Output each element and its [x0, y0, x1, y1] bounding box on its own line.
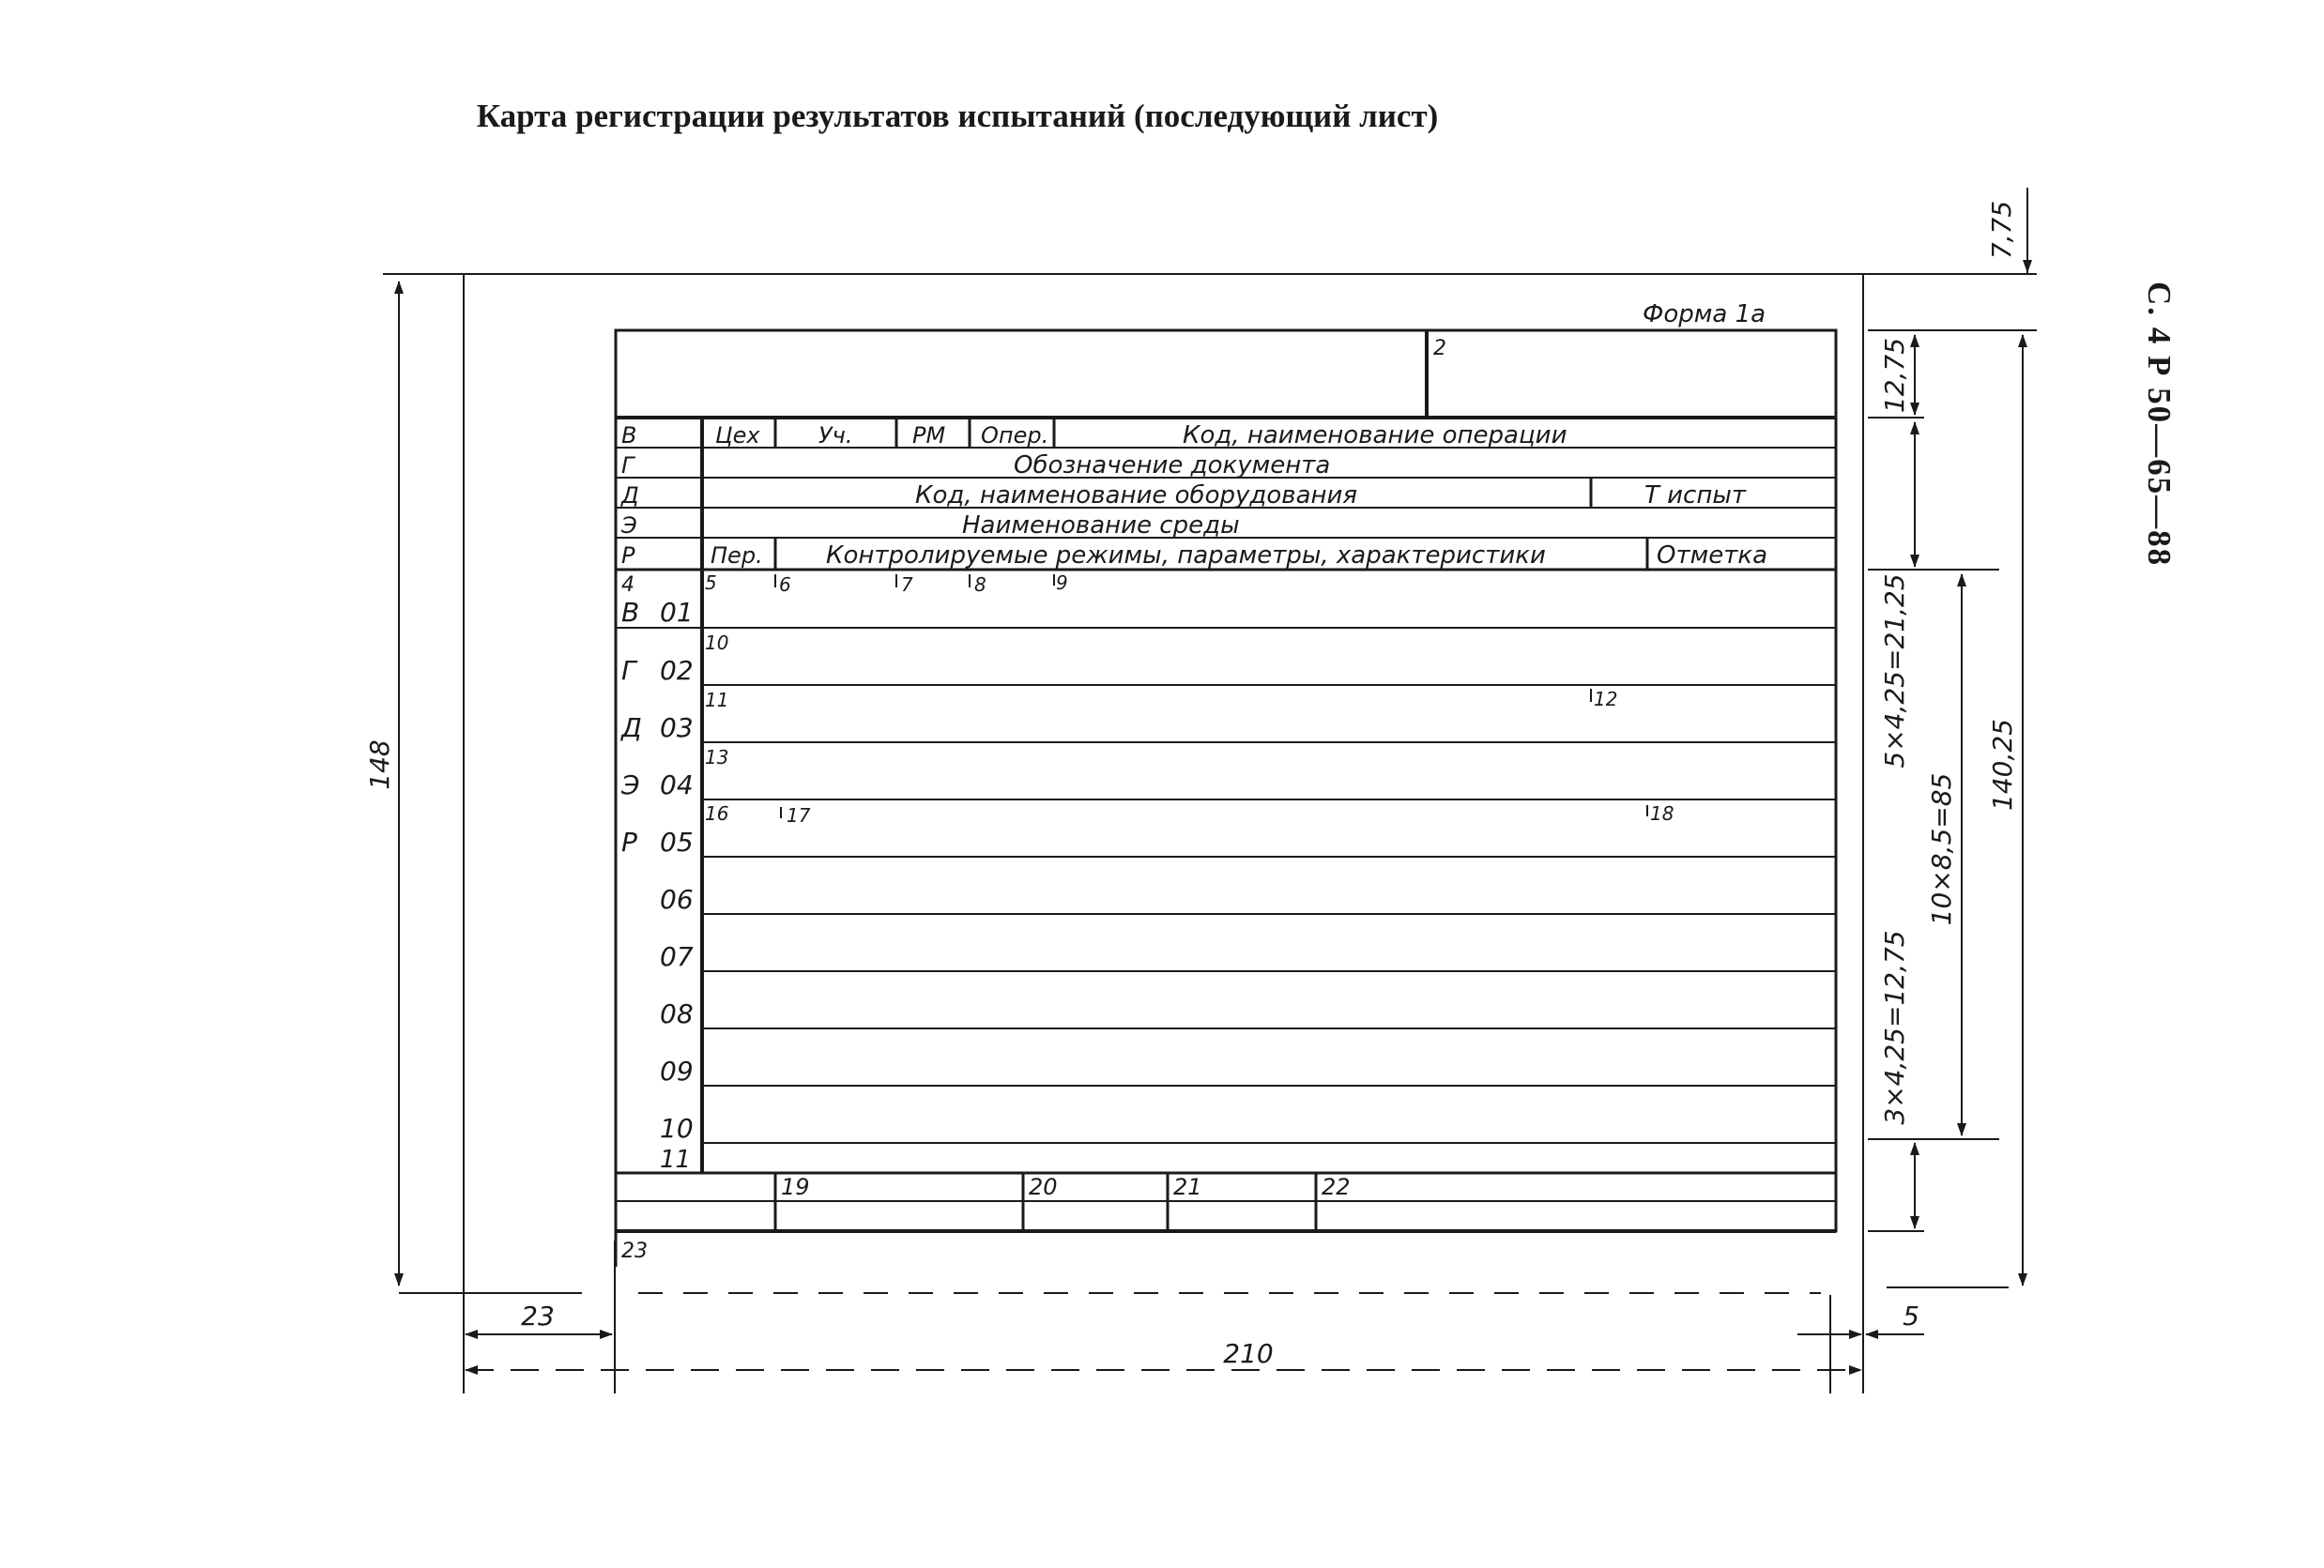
- row-v-workplace: РМ: [912, 422, 946, 449]
- line-label-prefix: Р: [621, 827, 637, 858]
- field-markers: [705, 571, 1674, 827]
- row-v-workshop: Цех: [715, 422, 760, 449]
- line-label-prefix: Г: [621, 655, 636, 686]
- line-label-number: 09: [660, 1056, 694, 1087]
- line-label-number: 03: [660, 712, 694, 743]
- field-marker: 17: [787, 804, 811, 827]
- body-row-lines: [616, 628, 1836, 1143]
- dim-left-margin: 23: [521, 1301, 555, 1332]
- row-r-controlled: Контролируемые режимы, параметры, характеристики: [826, 541, 1546, 570]
- footer-marker: 20: [1029, 1174, 1058, 1200]
- dim-upper-rows: 5×4,25=21,25: [1879, 573, 1910, 769]
- field-marker: 10: [705, 632, 729, 654]
- dim-inner-height: 140,25: [1987, 719, 2018, 811]
- row-v-operation: Опер.: [981, 422, 1049, 449]
- row-r-transition: Пер.: [711, 542, 763, 569]
- line-label-prefix: Э: [621, 769, 640, 800]
- dim-middle-rows: 10×8,5=85: [1926, 772, 1957, 926]
- row-r-prefix: Р: [621, 542, 635, 569]
- field-marker: 18: [1650, 802, 1674, 825]
- page-title: Карта регистрации результатов испытаний (последующий лист): [476, 98, 1439, 134]
- dimension-lines: [399, 188, 2027, 1370]
- line-label-number: 01: [660, 597, 694, 628]
- line-label-prefix: В: [621, 597, 640, 628]
- field-marker: 13: [705, 746, 729, 769]
- row-d-prefix: Д: [621, 482, 639, 509]
- field-marker: 12: [1594, 688, 1618, 710]
- field-marker: 5: [705, 571, 717, 594]
- row-g-text: Обозначение документа: [1014, 451, 1331, 480]
- row-d-text: Код, наименование оборудования: [915, 481, 1358, 510]
- row-e-prefix: Э: [621, 512, 637, 539]
- form-label: Форма 1а: [1643, 300, 1766, 328]
- line-label-number: 07: [660, 941, 694, 972]
- page-number-header: С. 4 Р 50—65—88: [2141, 282, 2178, 568]
- line-label-prefix: Д: [621, 712, 642, 743]
- header-marker: 2: [1433, 337, 1446, 360]
- row-e-text: Наименование среды: [962, 511, 1240, 540]
- line-label-prefix: 4: [621, 573, 635, 597]
- dim-header-height: 12,75: [1879, 337, 1910, 414]
- footer-markers: [621, 1174, 1351, 1263]
- row-g-prefix: Г: [621, 452, 635, 479]
- row-r-mark: Отметка: [1657, 541, 1768, 570]
- line-label-number: 02: [660, 655, 694, 686]
- line-label-number: 08: [660, 998, 694, 1029]
- row-v-section: Уч.: [818, 422, 853, 449]
- field-marker: 7: [901, 573, 913, 596]
- field-marker: 11: [705, 689, 729, 711]
- dim-right-margin: 5: [1903, 1301, 1919, 1332]
- field-marker: 16: [705, 802, 729, 825]
- row-d-test-temp: Т испыт: [1644, 481, 1747, 510]
- dim-top-gap: 7,75: [1986, 200, 2017, 260]
- row-v-prefix: В: [621, 422, 637, 449]
- line-labels: [619, 573, 694, 1174]
- bottom-marker: 23: [621, 1240, 648, 1263]
- dim-lower-rows: 3×4,25=12,75: [1879, 930, 1910, 1125]
- footer-marker: 21: [1173, 1174, 1202, 1200]
- field-marker: 6: [779, 573, 791, 596]
- footer-marker: 19: [781, 1174, 810, 1200]
- field-marker: 8: [974, 573, 986, 596]
- line-label-number: 11: [660, 1146, 692, 1174]
- footer-marker: 22: [1322, 1174, 1351, 1200]
- dim-overall-width: 210: [1223, 1338, 1274, 1369]
- dim-overall-height: 148: [364, 739, 395, 790]
- row-v-operation-code: Код, наименование операции: [1183, 421, 1567, 449]
- line-label-number: 05: [660, 827, 694, 858]
- line-label-number: 06: [660, 884, 694, 915]
- line-label-number: 04: [660, 769, 694, 800]
- field-marker: 9: [1056, 571, 1068, 594]
- line-label-number: 10: [660, 1113, 694, 1144]
